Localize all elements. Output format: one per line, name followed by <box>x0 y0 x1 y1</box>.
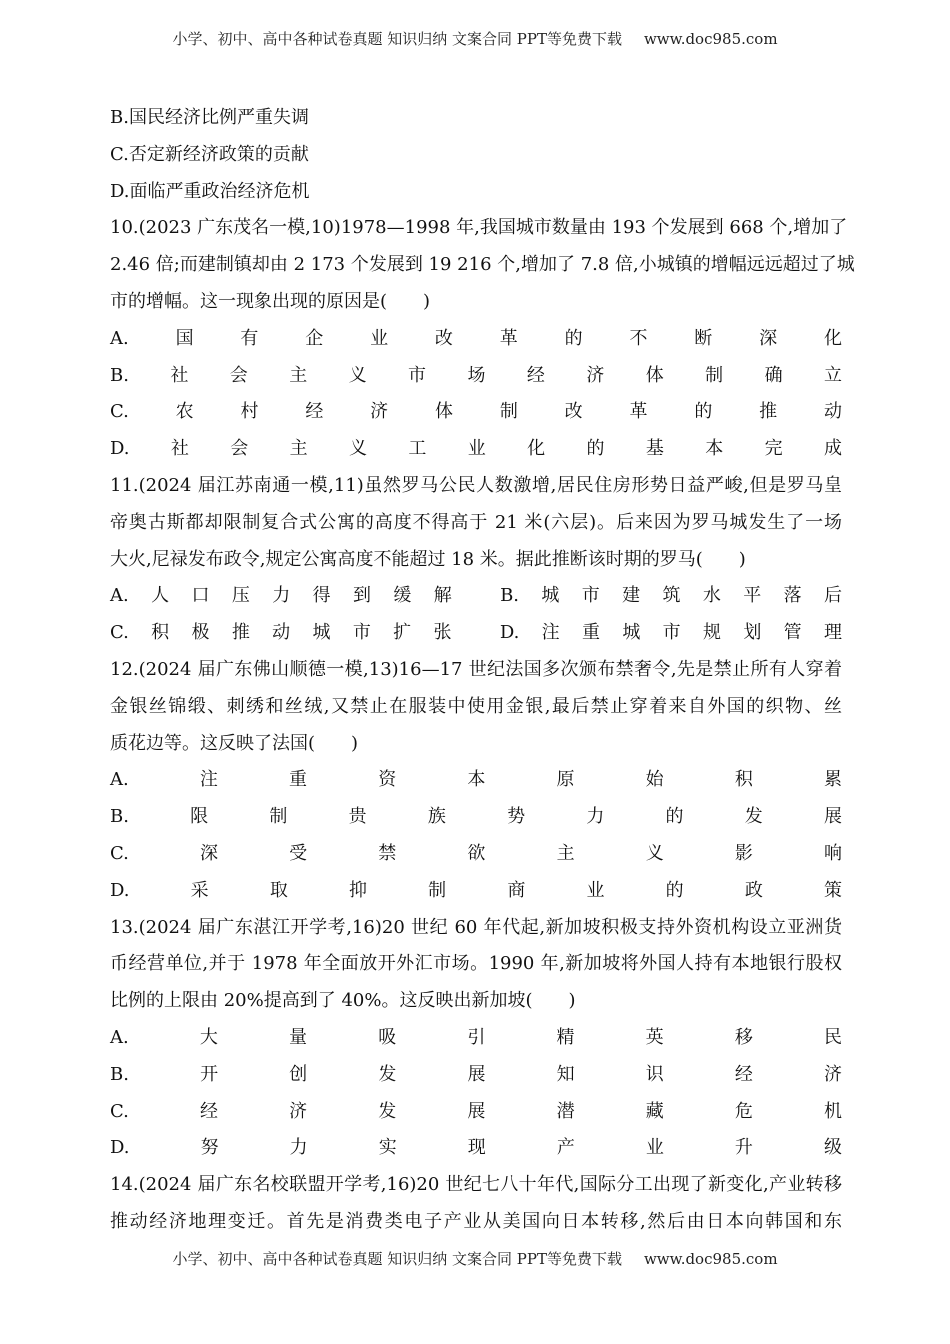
footer-url[interactable]: www.doc985.com <box>643 1250 778 1268</box>
option-d: D.注重城市规划管理 <box>499 622 843 644</box>
option-d: D.采取抑制商业的政策 <box>110 879 842 901</box>
option-c: C.经济发展潜藏危机 <box>110 1100 842 1122</box>
question-stem-line: 12.(2024 届广东佛山顺德一模,13)16—17 世纪法国多次颁布禁奢令,先是禁止所有人穿着 <box>110 658 842 680</box>
question-12 <box>110 652 842 910</box>
question-stem-line: 10.(2023 广东茂名一模,10)1978—1998 年,我国城市数量由 193 个发展到 668 个,增加了 <box>110 217 848 239</box>
option-row <box>110 615 842 652</box>
option-a: A.注重资本原始积累 <box>110 769 842 791</box>
question-stem-line: 推动经济地理变迁。首先是消费类电子产业从美国向日本转移,然后由日本向韩国和东 <box>110 1210 842 1232</box>
question-stem-line: 比例的上限由 20%提高到了 40%。这反映出新加坡( ) <box>110 990 576 1012</box>
option-b: B.国民经济比例严重失调 <box>110 107 309 128</box>
question-11 <box>110 468 842 652</box>
question-stem-line: 币经营单位,并于 1978 年全面放开外汇市场。1990 年,新加坡将外国人持有本地银行股权 <box>110 953 842 975</box>
option-d: D.社会主义工业化的基本完成 <box>110 438 842 460</box>
page-footer <box>0 1248 950 1269</box>
question-10 <box>110 210 855 468</box>
option-c: C.深受禁欲主义影响 <box>110 842 842 864</box>
option-a: A.大量吸引精英移民 <box>110 1026 842 1048</box>
previous-question-options <box>110 100 842 210</box>
option-row <box>110 578 842 615</box>
question-stem-line: 14.(2024 届广东名校联盟开学考,16)20 世纪七八十年代,国际分工出现了新变化,产业转移 <box>110 1174 842 1196</box>
option-c: C.农村经济体制改革的推动 <box>110 401 842 423</box>
question-stem-line: 金银丝锦缎、刺绣和丝绒,又禁止在服装中使用金银,最后禁止穿着来自外国的织物、丝 <box>110 695 842 717</box>
question-stem-line: 质花边等。这反映了法国( ) <box>110 732 359 754</box>
option-a: A.人口压力得到缓解 <box>110 585 475 607</box>
option-b: B.城市建筑水平落后 <box>500 585 842 607</box>
question-stem-line: 大火,尼禄发布政令,规定公寓高度不能超过 18 米。据此推断该时期的罗马( ) <box>110 548 746 570</box>
question-stem-line: 2.46 倍;而建制镇却由 2 173 个发展到 19 216 个,增加了 7.8 倍,小城镇的增幅远远超过了城 <box>110 254 855 276</box>
question-stem-line: 13.(2024 届广东湛江开学考,16)20 世纪 60 年代起,新加坡积极支持外资机构设立亚洲货 <box>110 916 842 938</box>
question-stem-line: 帝奥古斯都却限制复合式公寓的高度不得高于 21 米(六层)。后来因为罗马城发生了一场 <box>110 511 842 533</box>
header-text: 小学、初中、高中各种试卷真题 知识归纳 文案合同 PPT等免费下载 <box>172 30 622 48</box>
option-b: B.限制贵族势力的发展 <box>110 806 842 828</box>
option-d: D.努力实现产业升级 <box>110 1137 842 1159</box>
option-c: C.积极推动城市扩张 <box>110 622 474 644</box>
footer-text: 小学、初中、高中各种试卷真题 知识归纳 文案合同 PPT等免费下载 <box>172 1250 622 1268</box>
question-13 <box>110 910 842 1168</box>
document-body <box>110 100 855 1241</box>
option-a: A.国有企业改革的不断深化 <box>110 327 842 349</box>
option-d: D.面临严重政治经济危机 <box>110 180 310 202</box>
question-stem-line: 11.(2024 届江苏南通一模,11)虽然罗马公民人数激增,居民住房形势日益严峻,但是罗马皇 <box>110 474 842 496</box>
page-header <box>0 28 950 49</box>
header-url[interactable]: www.doc985.com <box>643 30 778 48</box>
option-b: B.社会主义市场经济体制确立 <box>110 364 842 386</box>
option-c: C.否定新经济政策的贡献 <box>110 143 309 165</box>
question-stem-line: 市的增幅。这一现象出现的原因是( ) <box>110 290 431 312</box>
question-14 <box>110 1167 842 1241</box>
option-b: B.开创发展知识经济 <box>110 1063 842 1085</box>
